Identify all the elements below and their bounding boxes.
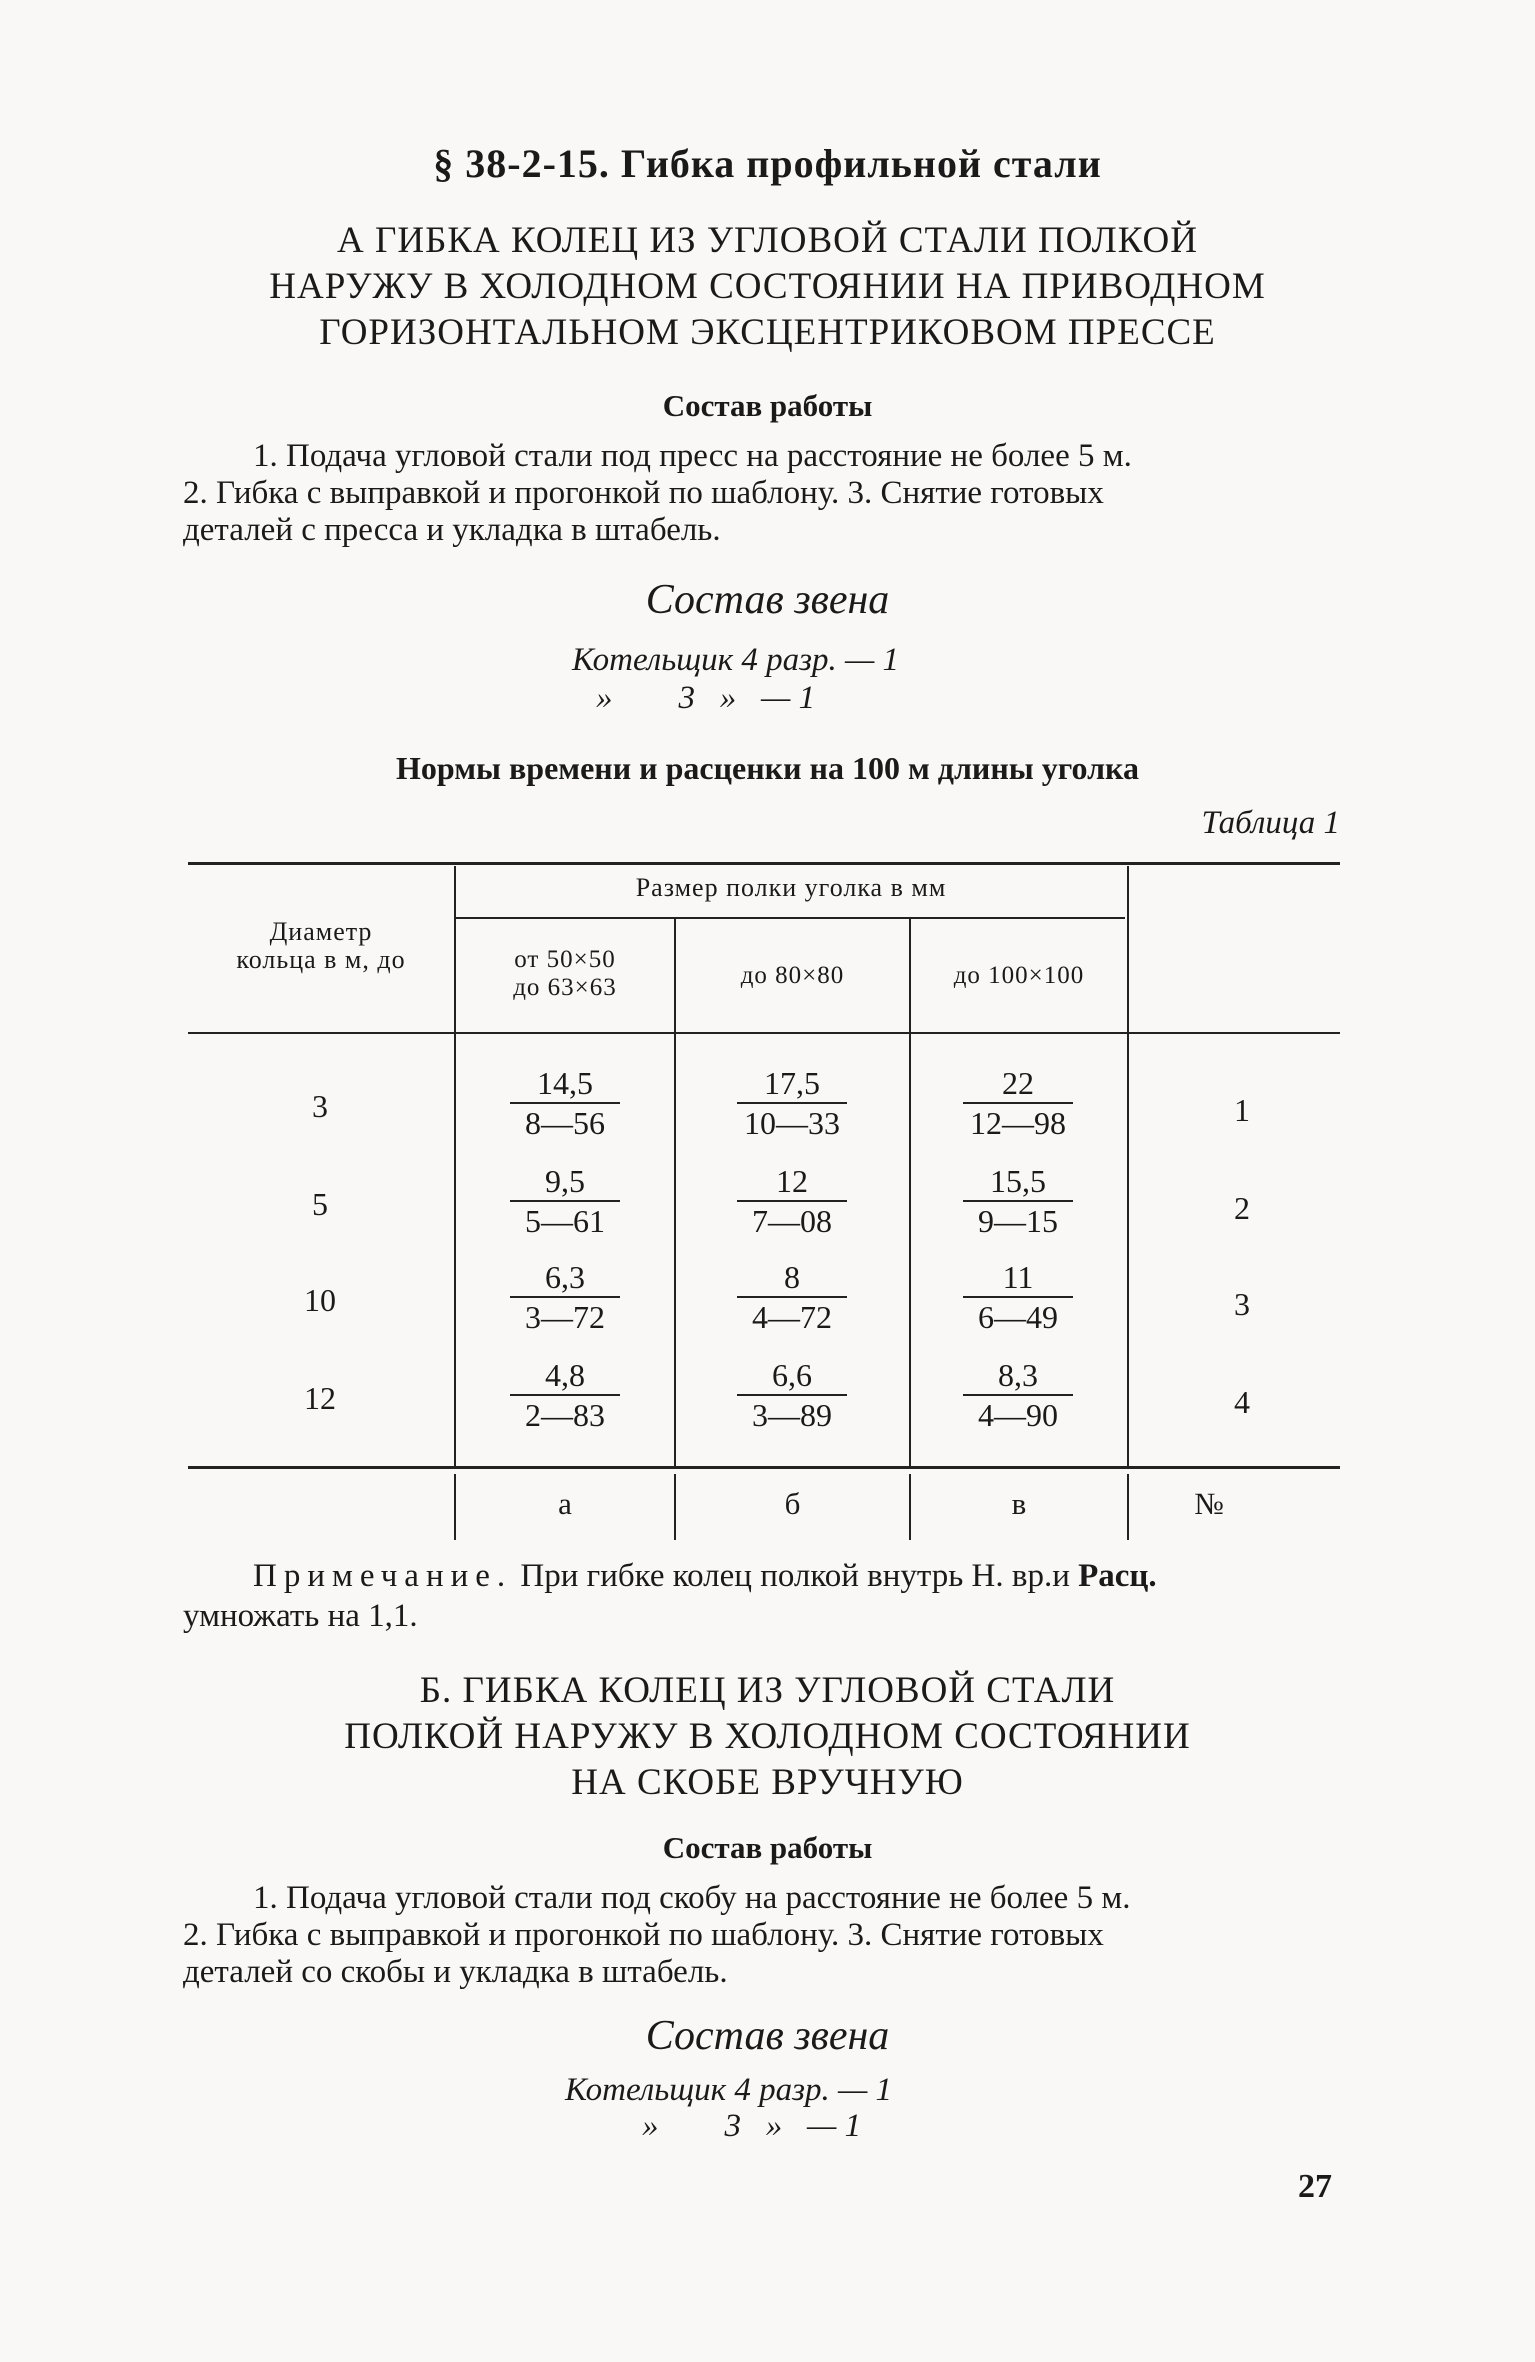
table-cell-fraction [510, 1356, 620, 1434]
rate: 4—90 [963, 1394, 1073, 1434]
row-diameter: 3 [312, 1088, 328, 1124]
work-text-line: деталей с пресса и укладка в штабель. [183, 512, 721, 548]
footer-col-a: а [558, 1486, 572, 1521]
part-a-title-line: А ГИБКА КОЛЕЦ ИЗ УГЛОВОЙ СТАЛИ ПОЛКОЙ [337, 220, 1198, 261]
rate: 2—83 [510, 1394, 620, 1434]
table-note [183, 1556, 1340, 1636]
time-norm: 6,6 [772, 1357, 812, 1393]
table-cell-fraction [737, 1064, 847, 1142]
section-title: § 38-2-15. Гибка профильной стали [433, 141, 1102, 186]
row-number: 2 [1234, 1190, 1250, 1226]
time-norm: 4,8 [545, 1357, 585, 1393]
rate: 6—49 [963, 1296, 1073, 1336]
table-cell-fraction [737, 1162, 847, 1240]
part-a-work-text [183, 438, 1340, 549]
part-a-title-line: ГОРИЗОНТАЛЬНОМ ЭКСЦЕНТРИКОВОМ ПРЕССЕ [319, 312, 1216, 353]
table-cell-fraction [510, 1064, 620, 1142]
part-b-title-line: НА СКОБЕ ВРУЧНУЮ [571, 1762, 964, 1803]
rate: 4—72 [737, 1296, 847, 1336]
rate: 10—33 [737, 1102, 847, 1142]
row-diameter: 5 [312, 1186, 328, 1222]
time-norm: 11 [1002, 1259, 1034, 1295]
col-divider [1127, 866, 1129, 1032]
table-cell-fraction [963, 1356, 1073, 1434]
footer-col-no: № [1194, 1486, 1224, 1521]
work-text-line: 2. Гибка с выправкой и прогонкой по шаблону. 3. Снятие готовых [183, 1917, 1104, 1953]
rate: 8—56 [510, 1102, 620, 1142]
table-cell-fraction [737, 1356, 847, 1434]
col-divider [454, 1034, 456, 1466]
part-b-crew-heading: Состав звена [645, 2013, 890, 2059]
rate: 12—98 [963, 1102, 1073, 1142]
part-a-crew-heading: Состав звена [645, 577, 890, 623]
rate: 3—89 [737, 1394, 847, 1434]
part-a-crew-line: » 3 » — 1 [596, 680, 816, 716]
table-cell-fraction [737, 1258, 847, 1336]
table-cell-fraction [510, 1162, 620, 1240]
part-b-title-line: Б. ГИБКА КОЛЕЦ ИЗ УГЛОВОЙ СТАЛИ [419, 1670, 1116, 1711]
table-cell-fraction [963, 1162, 1073, 1240]
header-bottom-rule [188, 1032, 1340, 1034]
table-cell-fraction [963, 1064, 1073, 1142]
group-header-rule [455, 917, 1125, 919]
note-text-2: умножать на 1,1. [183, 1598, 418, 1634]
rate: 7—08 [737, 1200, 847, 1240]
time-norm: 8,3 [998, 1357, 1038, 1393]
work-text-line: 2. Гибка с выправкой и прогонкой по шаблону. 3. Снятие готовых [183, 475, 1104, 511]
row-diameter: 12 [304, 1380, 336, 1416]
part-a-title [0, 218, 1535, 356]
part-b-crew-line: » 3 » — 1 [642, 2108, 862, 2144]
col-divider [909, 1034, 911, 1466]
norms-heading: Нормы времени и расценки на 100 м длины уголка [396, 750, 1139, 786]
note-text: При гибке колец полкой внутрь Н. вр.и [512, 1558, 1079, 1594]
time-norm: 22 [1002, 1065, 1034, 1101]
table-label: Таблица 1 [1201, 805, 1340, 841]
time-norm: 14,5 [537, 1065, 593, 1101]
time-norm: 9,5 [545, 1163, 585, 1199]
part-b-title-line: ПОЛКОЙ НАРУЖУ В ХОЛОДНОМ СОСТОЯНИИ [344, 1716, 1191, 1757]
group-header: Размер полки уголка в мм [635, 873, 947, 902]
work-text-line: 1. Подача угловой стали под скобу на расстояние не более 5 м. [253, 1880, 1131, 1916]
time-norm: 8 [784, 1259, 800, 1295]
part-b-crew-line: Котельщик 4 разр. — 1 [565, 2072, 893, 2108]
part-b-title [0, 1668, 1535, 1806]
col-divider [1127, 1034, 1129, 1466]
table-cell-fraction [963, 1258, 1073, 1336]
time-norm: 15,5 [990, 1163, 1046, 1199]
part-b-work-text [183, 1880, 1340, 1991]
table-cell-fraction [510, 1258, 620, 1336]
part-a-work-heading: Состав работы [662, 388, 873, 423]
rate: 9—15 [963, 1200, 1073, 1240]
table-top-rule [188, 862, 1340, 865]
time-norm: 12 [776, 1163, 808, 1199]
time-norm: 6,3 [545, 1259, 585, 1295]
row-number: 1 [1234, 1092, 1250, 1128]
time-norm: 17,5 [764, 1065, 820, 1101]
col-header-b: до 80×80 [740, 962, 845, 989]
part-a-crew-line: Котельщик 4 разр. — 1 [572, 642, 900, 678]
part-a-title-line: НАРУЖУ В ХОЛОДНОМ СОСТОЯНИИ НА ПРИВОДНОМ [269, 266, 1266, 307]
row-number: 3 [1234, 1286, 1250, 1322]
row-diameter: 10 [304, 1282, 336, 1318]
footer-col-c: в [1011, 1486, 1027, 1521]
body-bottom-rule [188, 1466, 1340, 1469]
rate: 3—72 [510, 1296, 620, 1336]
work-text-line: деталей со скобы и укладка в штабель. [183, 1954, 728, 1990]
diameter-header: Диаметр кольца в м, до [236, 917, 406, 974]
rate: 5—61 [510, 1200, 620, 1240]
note-bold: Расц. [1078, 1558, 1157, 1594]
row-number: 4 [1234, 1384, 1250, 1420]
page-number: 27 [1298, 2168, 1332, 2205]
col-header-a: от 50×50 до 63×63 [513, 946, 617, 1001]
part-b-work-heading: Состав работы [662, 1830, 873, 1865]
work-text-line: 1. Подача угловой стали под пресс на расстояние не более 5 м. [253, 438, 1132, 474]
footer-col-b: б [784, 1486, 801, 1521]
col-header-c: до 100×100 [953, 962, 1085, 989]
col-divider [674, 1034, 676, 1466]
note-label: Примечание. [253, 1558, 513, 1594]
